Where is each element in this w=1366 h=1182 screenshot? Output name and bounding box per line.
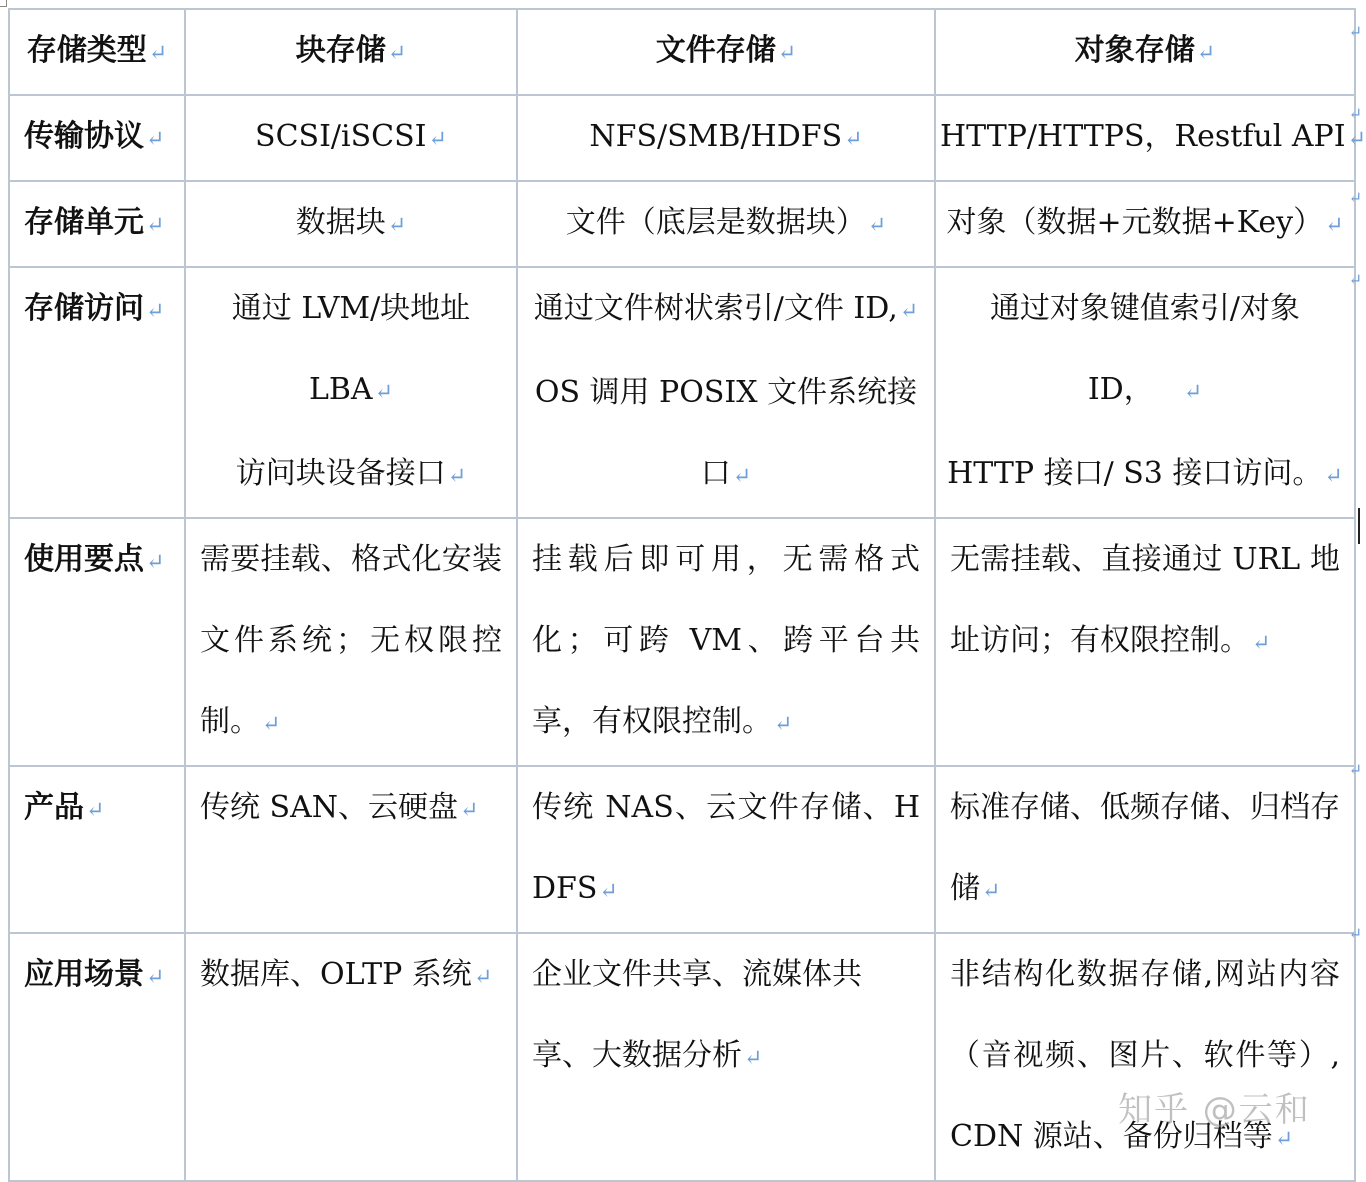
cell-line xyxy=(200,349,502,433)
table-row xyxy=(9,181,1355,267)
row-head-text: 使用要点 xyxy=(24,542,144,577)
return-mark-icon: ↵ xyxy=(844,127,863,152)
cell-block-unit xyxy=(185,181,517,267)
header-text: 存储类型 xyxy=(26,33,147,68)
header-cell-file xyxy=(517,9,935,95)
row-head-text: 产品 xyxy=(24,790,84,825)
row-head-usage xyxy=(9,518,185,766)
return-mark-icon: ↵ xyxy=(473,965,493,990)
cell-block-scenario xyxy=(185,933,517,1181)
row-head-text: 应用场景 xyxy=(24,957,144,992)
row-head-scenario xyxy=(9,933,185,1181)
cell-text: 通过文件树状索引/文件 ID, xyxy=(533,291,898,326)
return-mark-icon: ↵ xyxy=(1183,380,1203,405)
return-mark-icon: ↵ xyxy=(774,712,793,737)
cell-line xyxy=(940,349,1350,433)
cell-block-usage xyxy=(185,518,517,766)
return-mark-icon: ↵ xyxy=(428,127,447,152)
cell-line: 通过对象键值索引/对象 xyxy=(989,291,1301,326)
cell-object-protocol xyxy=(935,95,1366,181)
return-mark-icon: ↵ xyxy=(1252,631,1271,656)
return-mark-icon: ↵ xyxy=(146,213,165,238)
row-head-protocol xyxy=(9,95,185,181)
row-end-mark-icon: ↵ xyxy=(1348,924,1362,943)
return-mark-icon: ↵ xyxy=(1274,1127,1294,1152)
cell-text: ID， xyxy=(1087,372,1154,407)
cell-file-access xyxy=(517,267,935,518)
watermark: 知乎 @云和 xyxy=(1118,1090,1311,1130)
cell-file-product xyxy=(517,766,935,933)
return-mark-icon: ↵ xyxy=(1324,464,1343,489)
cell-line: OS 调用 POSIX 文件系统接 xyxy=(534,375,918,410)
cell-text: 挂载后即可用，无需格式化；可跨 VM、跨平台共享，有权限控制。 xyxy=(532,542,920,739)
header-text: 文件存储 xyxy=(655,33,776,68)
return-mark-icon: ↵ xyxy=(732,464,752,489)
return-mark-icon: ↵ xyxy=(777,41,797,66)
table-row xyxy=(9,933,1355,1181)
cell-line: 通过 LVM/块地址 xyxy=(231,291,471,326)
row-end-mark-icon: ↵ xyxy=(1348,270,1362,289)
cell-file-scenario xyxy=(517,933,935,1181)
row-head-text: 存储单元 xyxy=(24,205,144,240)
table-header-row xyxy=(9,9,1355,95)
header-cell-block xyxy=(185,9,517,95)
row-head-access xyxy=(9,267,185,518)
cell-text: 企业文件共享、流媒体共享、大数据分析 xyxy=(532,957,862,1073)
cell-text: 非结构化数据存储,网站内容（音视频、图片、软件等）,CDN 源站、备份归档等 xyxy=(950,957,1340,1154)
row-head-product xyxy=(9,766,185,933)
return-mark-icon: ↵ xyxy=(1325,213,1344,238)
cell-text: LBA xyxy=(308,372,373,407)
cell-block-access xyxy=(185,267,517,518)
return-mark-icon: ↵ xyxy=(447,464,467,489)
return-mark-icon: ↵ xyxy=(867,213,887,238)
cell-file-unit xyxy=(517,181,935,267)
table-row xyxy=(9,518,1355,766)
text-cursor xyxy=(1358,508,1360,544)
cell-line xyxy=(940,433,1350,517)
cell-line xyxy=(520,268,932,352)
storage-comparison-table xyxy=(8,8,1366,1182)
return-mark-icon: ↵ xyxy=(148,41,168,66)
cell-text: 数据库、OLTP 系统 xyxy=(200,957,472,992)
row-end-mark-icon: ↵ xyxy=(1348,188,1362,207)
cell-line xyxy=(200,433,502,517)
return-mark-icon: ↵ xyxy=(1347,127,1366,152)
return-mark-icon: ↵ xyxy=(146,127,165,152)
cell-block-product xyxy=(185,766,517,933)
row-end-mark-icon: ↵ xyxy=(1348,22,1362,41)
header-text: 对象存储 xyxy=(1074,33,1195,68)
row-end-mark-icon: ↵ xyxy=(1348,104,1362,123)
row-end-mark-icon: ↵ xyxy=(1348,760,1362,779)
cell-block-protocol xyxy=(185,95,517,181)
return-mark-icon: ↵ xyxy=(460,798,479,823)
cell-text: 数据块 xyxy=(295,205,386,240)
return-mark-icon: ↵ xyxy=(1196,41,1216,66)
header-cell-object xyxy=(935,9,1355,95)
return-mark-icon: ↵ xyxy=(599,879,618,904)
cell-object-unit xyxy=(935,181,1355,267)
cell-text: 传统 NAS、云文件存储、HDFS xyxy=(532,790,920,906)
cell-text: SCSI/iSCSI xyxy=(255,119,427,154)
page-corner-mark xyxy=(0,0,7,7)
table-row xyxy=(9,95,1355,181)
cell-text: HTTP 接口/ S3 接口访问。 xyxy=(947,456,1323,491)
table-row xyxy=(9,267,1355,518)
row-head-unit xyxy=(9,181,185,267)
row-head-text: 存储访问 xyxy=(24,291,144,326)
cell-object-product xyxy=(935,766,1355,933)
row-head-text: 传输协议 xyxy=(24,119,144,154)
header-cell-storage-type xyxy=(9,9,185,95)
return-mark-icon: ↵ xyxy=(146,299,165,324)
cell-file-usage xyxy=(517,518,935,766)
cell-text: 传统 SAN、云硬盘 xyxy=(200,790,459,825)
cell-text: 标准存储、低频存储、归档存储 xyxy=(950,790,1340,906)
cell-text: 文件（底层是数据块） xyxy=(565,205,866,240)
table-row xyxy=(9,766,1355,933)
cell-text: NFS/SMB/HDFS xyxy=(589,119,843,154)
return-mark-icon: ↵ xyxy=(146,965,165,990)
return-mark-icon: ↵ xyxy=(387,213,407,238)
header-text: 块存储 xyxy=(295,33,386,68)
return-mark-icon: ↵ xyxy=(146,550,165,575)
cell-text: HTTP/HTTPS，Restful API xyxy=(940,119,1346,154)
cell-text: 口 xyxy=(700,456,731,491)
return-mark-icon: ↵ xyxy=(982,879,1001,904)
cell-line xyxy=(520,433,932,517)
cell-text: 对象（数据+元数据+Key） xyxy=(946,205,1324,240)
return-mark-icon: ↵ xyxy=(374,380,394,405)
cell-text: 访问块设备接口 xyxy=(235,456,446,491)
return-mark-icon: ↵ xyxy=(899,299,919,324)
cell-file-protocol xyxy=(517,95,935,181)
return-mark-icon: ↵ xyxy=(387,41,407,66)
cell-text: 无需挂载、直接通过 URL 地址访问；有权限控制。 xyxy=(950,542,1340,658)
cell-text: 需要挂载、格式化安装文件系统；无权限控制。 xyxy=(200,542,502,739)
cell-object-usage xyxy=(935,518,1355,766)
return-mark-icon: ↵ xyxy=(744,1046,763,1071)
cell-object-scenario xyxy=(935,933,1355,1181)
return-mark-icon: ↵ xyxy=(86,798,105,823)
cell-object-access xyxy=(935,267,1355,518)
return-mark-icon: ↵ xyxy=(262,712,281,737)
